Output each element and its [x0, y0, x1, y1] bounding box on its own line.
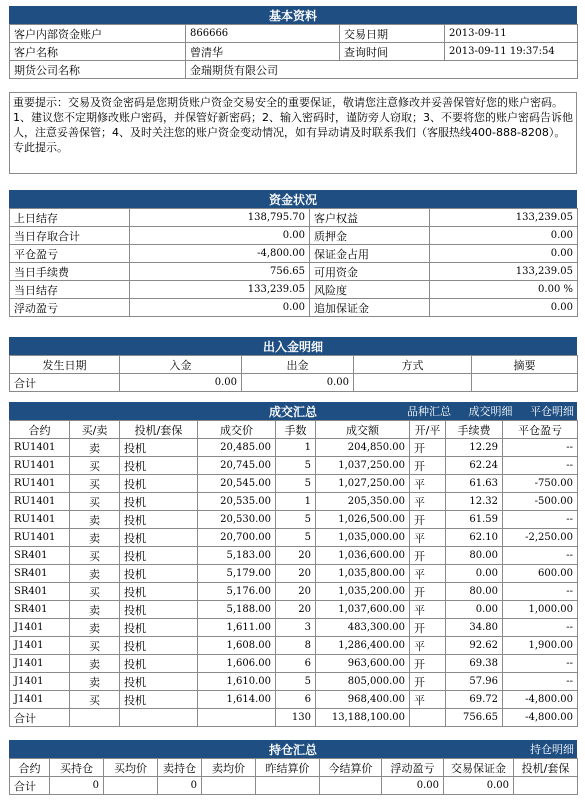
notice-section	[9, 92, 577, 174]
trade-cell: 20	[276, 583, 316, 601]
trade-cell: 平	[410, 601, 446, 619]
trade-cell: 1	[276, 493, 316, 511]
funds-label-right: 可用资金	[310, 263, 430, 281]
trade-cell: 买	[70, 457, 120, 475]
query-time-label: 查询时间	[340, 43, 445, 61]
trade-cell: 57.96	[446, 673, 503, 691]
inout-table	[9, 355, 578, 392]
trade-cell: --	[503, 547, 578, 565]
trade-cell: 5,179.00	[198, 565, 276, 583]
funds-label-left: 当日手续费	[10, 263, 130, 281]
funds-label-left: 上日结存	[10, 209, 130, 227]
trade-cell: 开	[410, 439, 446, 457]
trade-cell: 20,485.00	[198, 439, 276, 457]
trade-cell: 投机	[120, 691, 198, 709]
trade-cell: -4,800.00	[503, 691, 578, 709]
trade-cell: RU1401	[10, 493, 70, 511]
funds-row	[10, 281, 578, 299]
trade-cell: 平	[410, 691, 446, 709]
trade-cell: RU1401	[10, 529, 70, 547]
positions-col-header: 买持仓	[50, 759, 104, 777]
funds-label-left: 浮动盈亏	[10, 299, 130, 317]
trade-cell: 0.00	[446, 601, 503, 619]
trade-cell: 投机	[120, 565, 198, 583]
trade-cell: 600.00	[503, 565, 578, 583]
trade-cell: 卖	[70, 511, 120, 529]
trade-cell: 投机	[120, 637, 198, 655]
trade-cell: --	[503, 439, 578, 457]
trade-cell: J1401	[10, 619, 70, 637]
inout-total-in: 0.00	[120, 374, 242, 392]
trade-cell: 卖	[70, 655, 120, 673]
trade-cell: 1,611.00	[198, 619, 276, 637]
trade-cell: 平	[410, 637, 446, 655]
trade-cell: 开	[410, 619, 446, 637]
inout-col-out: 出金	[242, 356, 354, 374]
trade-cell: 483,300.00	[316, 619, 410, 637]
trade-cell: SR401	[10, 601, 70, 619]
trades-col-header: 买/卖	[70, 421, 120, 439]
trade-cell: 62.10	[446, 529, 503, 547]
account-value: 866666	[186, 25, 340, 43]
positions-total-float: 0.00	[382, 777, 444, 795]
positions-col-header: 合约	[10, 759, 50, 777]
trade-cell: 6	[276, 691, 316, 709]
trade-row	[10, 439, 578, 457]
trade-cell: 投机	[120, 457, 198, 475]
trade-cell: 69.38	[446, 655, 503, 673]
trade-row	[10, 637, 578, 655]
trade-cell: 205,350.00	[316, 493, 410, 511]
inout-total-summary	[472, 374, 578, 392]
inout-header: 出入金明细	[9, 337, 577, 355]
funds-value-left: 0.00	[130, 299, 310, 317]
trade-cell: 投机	[120, 673, 198, 691]
trades-col-header: 开/平	[410, 421, 446, 439]
trade-row	[10, 475, 578, 493]
funds-row	[10, 299, 578, 317]
trade-cell: 5	[276, 529, 316, 547]
trade-cell: 卖	[70, 439, 120, 457]
trade-cell: 投机	[120, 601, 198, 619]
trades-col-header: 投机/套保	[120, 421, 198, 439]
trade-cell: 5,188.00	[198, 601, 276, 619]
trade-cell: 1	[276, 439, 316, 457]
trade-cell: 20,535.00	[198, 493, 276, 511]
trade-cell: 投机	[120, 583, 198, 601]
trade-cell: 61.59	[446, 511, 503, 529]
trade-cell: 平	[410, 565, 446, 583]
trade-cell: 开	[410, 655, 446, 673]
positions-title: 持仓汇总	[268, 743, 317, 757]
positions-col-header: 投机/套保	[514, 759, 578, 777]
trades-total-lots: 130	[276, 709, 316, 727]
trades-title: 成交汇总	[268, 405, 317, 419]
funds-row	[10, 227, 578, 245]
trade-row	[10, 565, 578, 583]
trade-cell: 20,545.00	[198, 475, 276, 493]
trade-cell: 20,530.00	[198, 511, 276, 529]
funds-value-left: 0.00	[130, 227, 310, 245]
inout-section	[9, 337, 577, 392]
trade-cell: 卖	[70, 529, 120, 547]
trade-row	[10, 655, 578, 673]
trade-cell: --	[503, 511, 578, 529]
trade-cell: 开	[410, 673, 446, 691]
notice-text: 重要提示：交易及资金密码是您期货账户资金交易安全的重要保证，敬请您注意修改并妥善保管好您的账户密码。1、建议您不定期修改账户密码，并保管好新密码；2、输入密码时，谨防旁人窃取；3、不要将您的账户密码告诉他人，注意妥善保管；4、及时关注您的账户资金变动情况，如有异动请及时联系我们（客服热线400-888-8208）。专此提示。	[9, 92, 577, 174]
trade-cell: 20	[276, 547, 316, 565]
funds-table	[9, 208, 578, 317]
trade-cell: 开	[410, 511, 446, 529]
positions-total-label: 合计	[10, 777, 50, 795]
inout-total-method	[354, 374, 472, 392]
trade-row	[10, 619, 578, 637]
inout-col-date: 发生日期	[10, 356, 120, 374]
trade-cell: 投机	[120, 655, 198, 673]
positions-col-header: 卖持仓	[158, 759, 202, 777]
trade-cell: 204,850.00	[316, 439, 410, 457]
trade-cell: 80.00	[446, 547, 503, 565]
trades-col-header: 手续费	[446, 421, 503, 439]
positions-col-header: 卖均价	[202, 759, 256, 777]
trade-cell: 69.72	[446, 691, 503, 709]
query-time-value: 2013-09-11 19:37:54	[445, 43, 578, 61]
trades-total-pnl: -4,800.00	[503, 709, 578, 727]
funds-label-left: 平仓盈亏	[10, 245, 130, 263]
trade-cell: SR401	[10, 583, 70, 601]
funds-header: 资金状况	[9, 190, 577, 208]
trade-cell: 开	[410, 457, 446, 475]
funds-value-left: 756.65	[130, 263, 310, 281]
trades-col-header: 手数	[276, 421, 316, 439]
trade-cell: --	[503, 655, 578, 673]
name-label: 客户名称	[10, 43, 186, 61]
trade-cell: RU1401	[10, 511, 70, 529]
trade-cell: 20,745.00	[198, 457, 276, 475]
company-label: 期货公司名称	[10, 61, 186, 79]
link-product-summary[interactable]: 品种汇总	[407, 405, 451, 418]
trade-cell: 平	[410, 475, 446, 493]
trade-cell: --	[503, 583, 578, 601]
trade-cell: 5,183.00	[198, 547, 276, 565]
trade-cell: --	[503, 619, 578, 637]
funds-label-left: 当日存取合计	[10, 227, 130, 245]
trades-section	[9, 402, 577, 727]
basic-info-table	[9, 24, 578, 79]
trade-row	[10, 457, 578, 475]
trade-cell: 卖	[70, 673, 120, 691]
link-close-details[interactable]: 平仓明细	[530, 405, 574, 418]
funds-label-right: 保证金占用	[310, 245, 430, 263]
trade-cell: 8	[276, 637, 316, 655]
funds-value-right: 0.00	[430, 299, 578, 317]
trade-cell: 投机	[120, 619, 198, 637]
trade-cell: 卖	[70, 619, 120, 637]
account-label: 客户内部资金账户	[10, 25, 186, 43]
trade-row	[10, 493, 578, 511]
trade-cell: 1,035,200.00	[316, 583, 410, 601]
funds-label-right: 客户权益	[310, 209, 430, 227]
trade-cell: 1,035,800.00	[316, 565, 410, 583]
funds-label-right: 追加保证金	[310, 299, 430, 317]
trade-cell: 平	[410, 493, 446, 511]
trade-cell: 投机	[120, 547, 198, 565]
trade-date-value: 2013-09-11	[445, 25, 578, 43]
trade-cell: 卖	[70, 565, 120, 583]
funds-value-right: 0.00	[430, 245, 578, 263]
trades-total-amount: 13,188,100.00	[316, 709, 410, 727]
funds-row	[10, 209, 578, 227]
company-value: 金瑞期货有限公司	[186, 61, 578, 79]
trade-cell: 968,400.00	[316, 691, 410, 709]
trade-cell: 62.24	[446, 457, 503, 475]
trade-cell: 20,700.00	[198, 529, 276, 547]
inout-col-method: 方式	[354, 356, 472, 374]
trade-cell: 6	[276, 655, 316, 673]
funds-label-right: 风险度	[310, 281, 430, 299]
trade-cell: --	[503, 457, 578, 475]
trade-cell: 开	[410, 547, 446, 565]
funds-value-right: 0.00 %	[430, 281, 578, 299]
positions-col-header: 昨结算价	[256, 759, 320, 777]
trade-row	[10, 583, 578, 601]
trades-total-fee: 756.65	[446, 709, 503, 727]
positions-col-header: 今结算价	[320, 759, 382, 777]
trade-cell: 1,900.00	[503, 637, 578, 655]
trade-cell: 1,286,400.00	[316, 637, 410, 655]
inout-col-summary: 摘要	[472, 356, 578, 374]
inout-col-in: 入金	[120, 356, 242, 374]
trade-cell: 投机	[120, 511, 198, 529]
trade-cell: 投机	[120, 493, 198, 511]
trade-cell: 开	[410, 583, 446, 601]
trade-cell: 1,037,600.00	[316, 601, 410, 619]
inout-total-out: 0.00	[242, 374, 354, 392]
trade-cell: -750.00	[503, 475, 578, 493]
trade-date-label: 交易日期	[340, 25, 445, 43]
funds-value-left: -4,800.00	[130, 245, 310, 263]
funds-value-left: 133,239.05	[130, 281, 310, 299]
trade-cell: 5	[276, 511, 316, 529]
trades-col-header: 成交价	[198, 421, 276, 439]
trade-row	[10, 691, 578, 709]
trades-col-header: 成交额	[316, 421, 410, 439]
funds-label-right: 质押金	[310, 227, 430, 245]
trade-cell: 1,035,000.00	[316, 529, 410, 547]
trade-cell: 805,000.00	[316, 673, 410, 691]
trade-cell: J1401	[10, 691, 70, 709]
trade-cell: 1,610.00	[198, 673, 276, 691]
trades-col-header: 平仓盈亏	[503, 421, 578, 439]
funds-label-left: 当日结存	[10, 281, 130, 299]
name-value: 曾清华	[186, 43, 340, 61]
trade-cell: 5	[276, 457, 316, 475]
trade-cell: 买	[70, 547, 120, 565]
trade-cell: 卖	[70, 601, 120, 619]
trade-cell: 92.62	[446, 637, 503, 655]
basic-info-section	[9, 6, 577, 79]
trade-cell: 20	[276, 565, 316, 583]
trade-cell: 买	[70, 493, 120, 511]
positions-col-header: 浮动盈亏	[382, 759, 444, 777]
trade-cell: 3	[276, 619, 316, 637]
trade-cell: 买	[70, 583, 120, 601]
link-position-details[interactable]: 持仓明细	[530, 743, 574, 756]
funds-value-right: 133,239.05	[430, 263, 578, 281]
trade-cell: 5,176.00	[198, 583, 276, 601]
trade-row	[10, 511, 578, 529]
trade-row	[10, 673, 578, 691]
positions-total-buy: 0	[50, 777, 104, 795]
positions-header	[9, 740, 577, 758]
trade-cell: SR401	[10, 565, 70, 583]
trade-cell: RU1401	[10, 475, 70, 493]
positions-col-header: 交易保证金	[444, 759, 514, 777]
trade-cell: 买	[70, 691, 120, 709]
trade-cell: -500.00	[503, 493, 578, 511]
trade-cell: RU1401	[10, 457, 70, 475]
trade-cell: 1,036,600.00	[316, 547, 410, 565]
basic-info-header: 基本资料	[9, 6, 577, 24]
trade-cell: 0.00	[446, 565, 503, 583]
trade-cell: 12.32	[446, 493, 503, 511]
trade-row	[10, 601, 578, 619]
trade-cell: 投机	[120, 439, 198, 457]
trade-cell: 投机	[120, 529, 198, 547]
funds-value-left: 138,795.70	[130, 209, 310, 227]
trade-cell: 1,037,250.00	[316, 457, 410, 475]
trade-cell: 34.80	[446, 619, 503, 637]
trade-cell: 1,614.00	[198, 691, 276, 709]
trade-cell: 80.00	[446, 583, 503, 601]
positions-section	[9, 740, 577, 795]
trade-cell: 1,606.00	[198, 655, 276, 673]
trades-total-label: 合计	[10, 709, 70, 727]
funds-row	[10, 263, 578, 281]
trade-cell: --	[503, 673, 578, 691]
funds-value-right: 133,239.05	[430, 209, 578, 227]
trade-cell: 5	[276, 673, 316, 691]
trade-cell: J1401	[10, 637, 70, 655]
trades-table	[9, 420, 578, 727]
positions-table	[9, 758, 578, 795]
link-trade-details[interactable]: 成交明细	[468, 405, 513, 418]
trade-cell: -2,250.00	[503, 529, 578, 547]
trade-cell: 1,000.00	[503, 601, 578, 619]
positions-total-margin: 0.00	[444, 777, 514, 795]
trade-cell: J1401	[10, 673, 70, 691]
funds-section	[9, 190, 577, 317]
trade-cell: 20	[276, 601, 316, 619]
inout-total-label: 合计	[10, 374, 120, 392]
trade-cell: 1,027,250.00	[316, 475, 410, 493]
trade-cell: 平	[410, 529, 446, 547]
trade-cell: 买	[70, 637, 120, 655]
trade-cell: SR401	[10, 547, 70, 565]
trade-cell: 买	[70, 475, 120, 493]
trade-cell: 963,600.00	[316, 655, 410, 673]
trades-col-header: 合约	[10, 421, 70, 439]
trade-row	[10, 547, 578, 565]
positions-col-header: 买均价	[104, 759, 158, 777]
trade-cell: 1,026,500.00	[316, 511, 410, 529]
trade-cell: 12.29	[446, 439, 503, 457]
trade-cell: 投机	[120, 475, 198, 493]
positions-total-sell: 0	[158, 777, 202, 795]
trade-cell: RU1401	[10, 439, 70, 457]
trade-row	[10, 529, 578, 547]
funds-value-right: 0.00	[430, 227, 578, 245]
trade-cell: 61.63	[446, 475, 503, 493]
trade-cell: 1,608.00	[198, 637, 276, 655]
funds-row	[10, 245, 578, 263]
trade-cell: 5	[276, 475, 316, 493]
trade-cell: J1401	[10, 655, 70, 673]
trades-header	[9, 402, 577, 420]
